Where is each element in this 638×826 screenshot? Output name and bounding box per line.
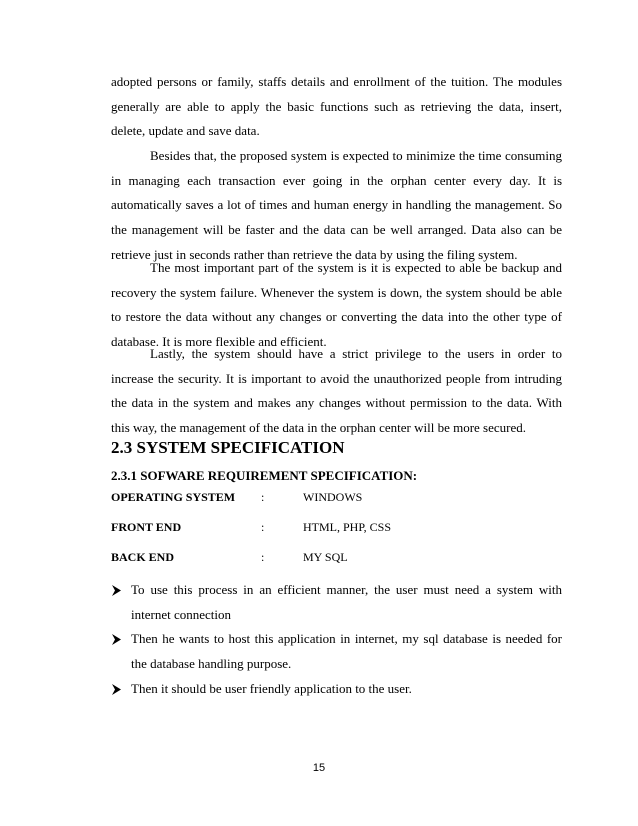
list-item [111, 627, 562, 676]
list-item-text: Then it should be user friendly application to the user. [131, 680, 412, 696]
spec-separator: : [261, 520, 265, 534]
spec-value: MY SQL [303, 550, 348, 564]
requirements-list [111, 578, 562, 702]
spec-key: FRONT END [111, 520, 182, 534]
arrow-bullet-icon [111, 634, 122, 645]
list-item-text: Then he wants to host this application in internet, my sql database is needed for the database handling purpose. [131, 631, 562, 672]
spec-value: HTML, PHP, CSS [303, 520, 392, 534]
paragraph-backup: The most important part of the system is it is expected to able be backup and recovery the system failure. Whenever the system is down, the system should be able to restore the data without any changes or converting the data into the other type of database. It is more flexible and efficient. [111, 260, 562, 350]
arrow-bullet-icon [111, 585, 122, 596]
paragraph-security: Lastly, the system should have a strict privilege to the users in order to increase the security. It is important to avoid the unauthorized people from intruding the data in the system and makes any changes without permission to the data. With this way, the management of the data in the orphan center will be more secured. [111, 346, 562, 436]
spec-separator: : [261, 490, 265, 504]
paragraph-modules: adopted persons or family, staffs details and enrollment of the tuition. The modules generally are able to apply the basic functions such as retrieving the data, insert, delete, update and save data. [111, 74, 562, 139]
spec-key: BACK END [111, 550, 175, 564]
page-number: 15 [312, 762, 326, 774]
list-item-text: To use this process in an efficient manner, the user must need a system with internet connection [131, 582, 562, 622]
spec-separator: : [261, 550, 265, 564]
spec-value: WINDOWS [303, 490, 363, 504]
paragraph-besides: Besides that, the proposed system is expected to minimize the time consuming in managing each transaction ever going in the orphan center every day. It is automatically saves a lot of times and human energy in handling the management. So the management will be faster and the data can be well arranged. Data also can be retrieve just in seconds rather than retrieve the data by using the filing system. [111, 148, 562, 262]
arrow-bullet-icon [111, 684, 122, 695]
list-item [111, 677, 562, 702]
subsection-heading: 2.3.1 SOFWARE REQUIREMENT SPECIFICATION: [111, 468, 418, 483]
section-heading: 2.3 SYSTEM SPECIFICATION [111, 438, 345, 457]
spec-key: OPERATING SYSTEM [111, 490, 236, 504]
list-item [111, 578, 562, 627]
